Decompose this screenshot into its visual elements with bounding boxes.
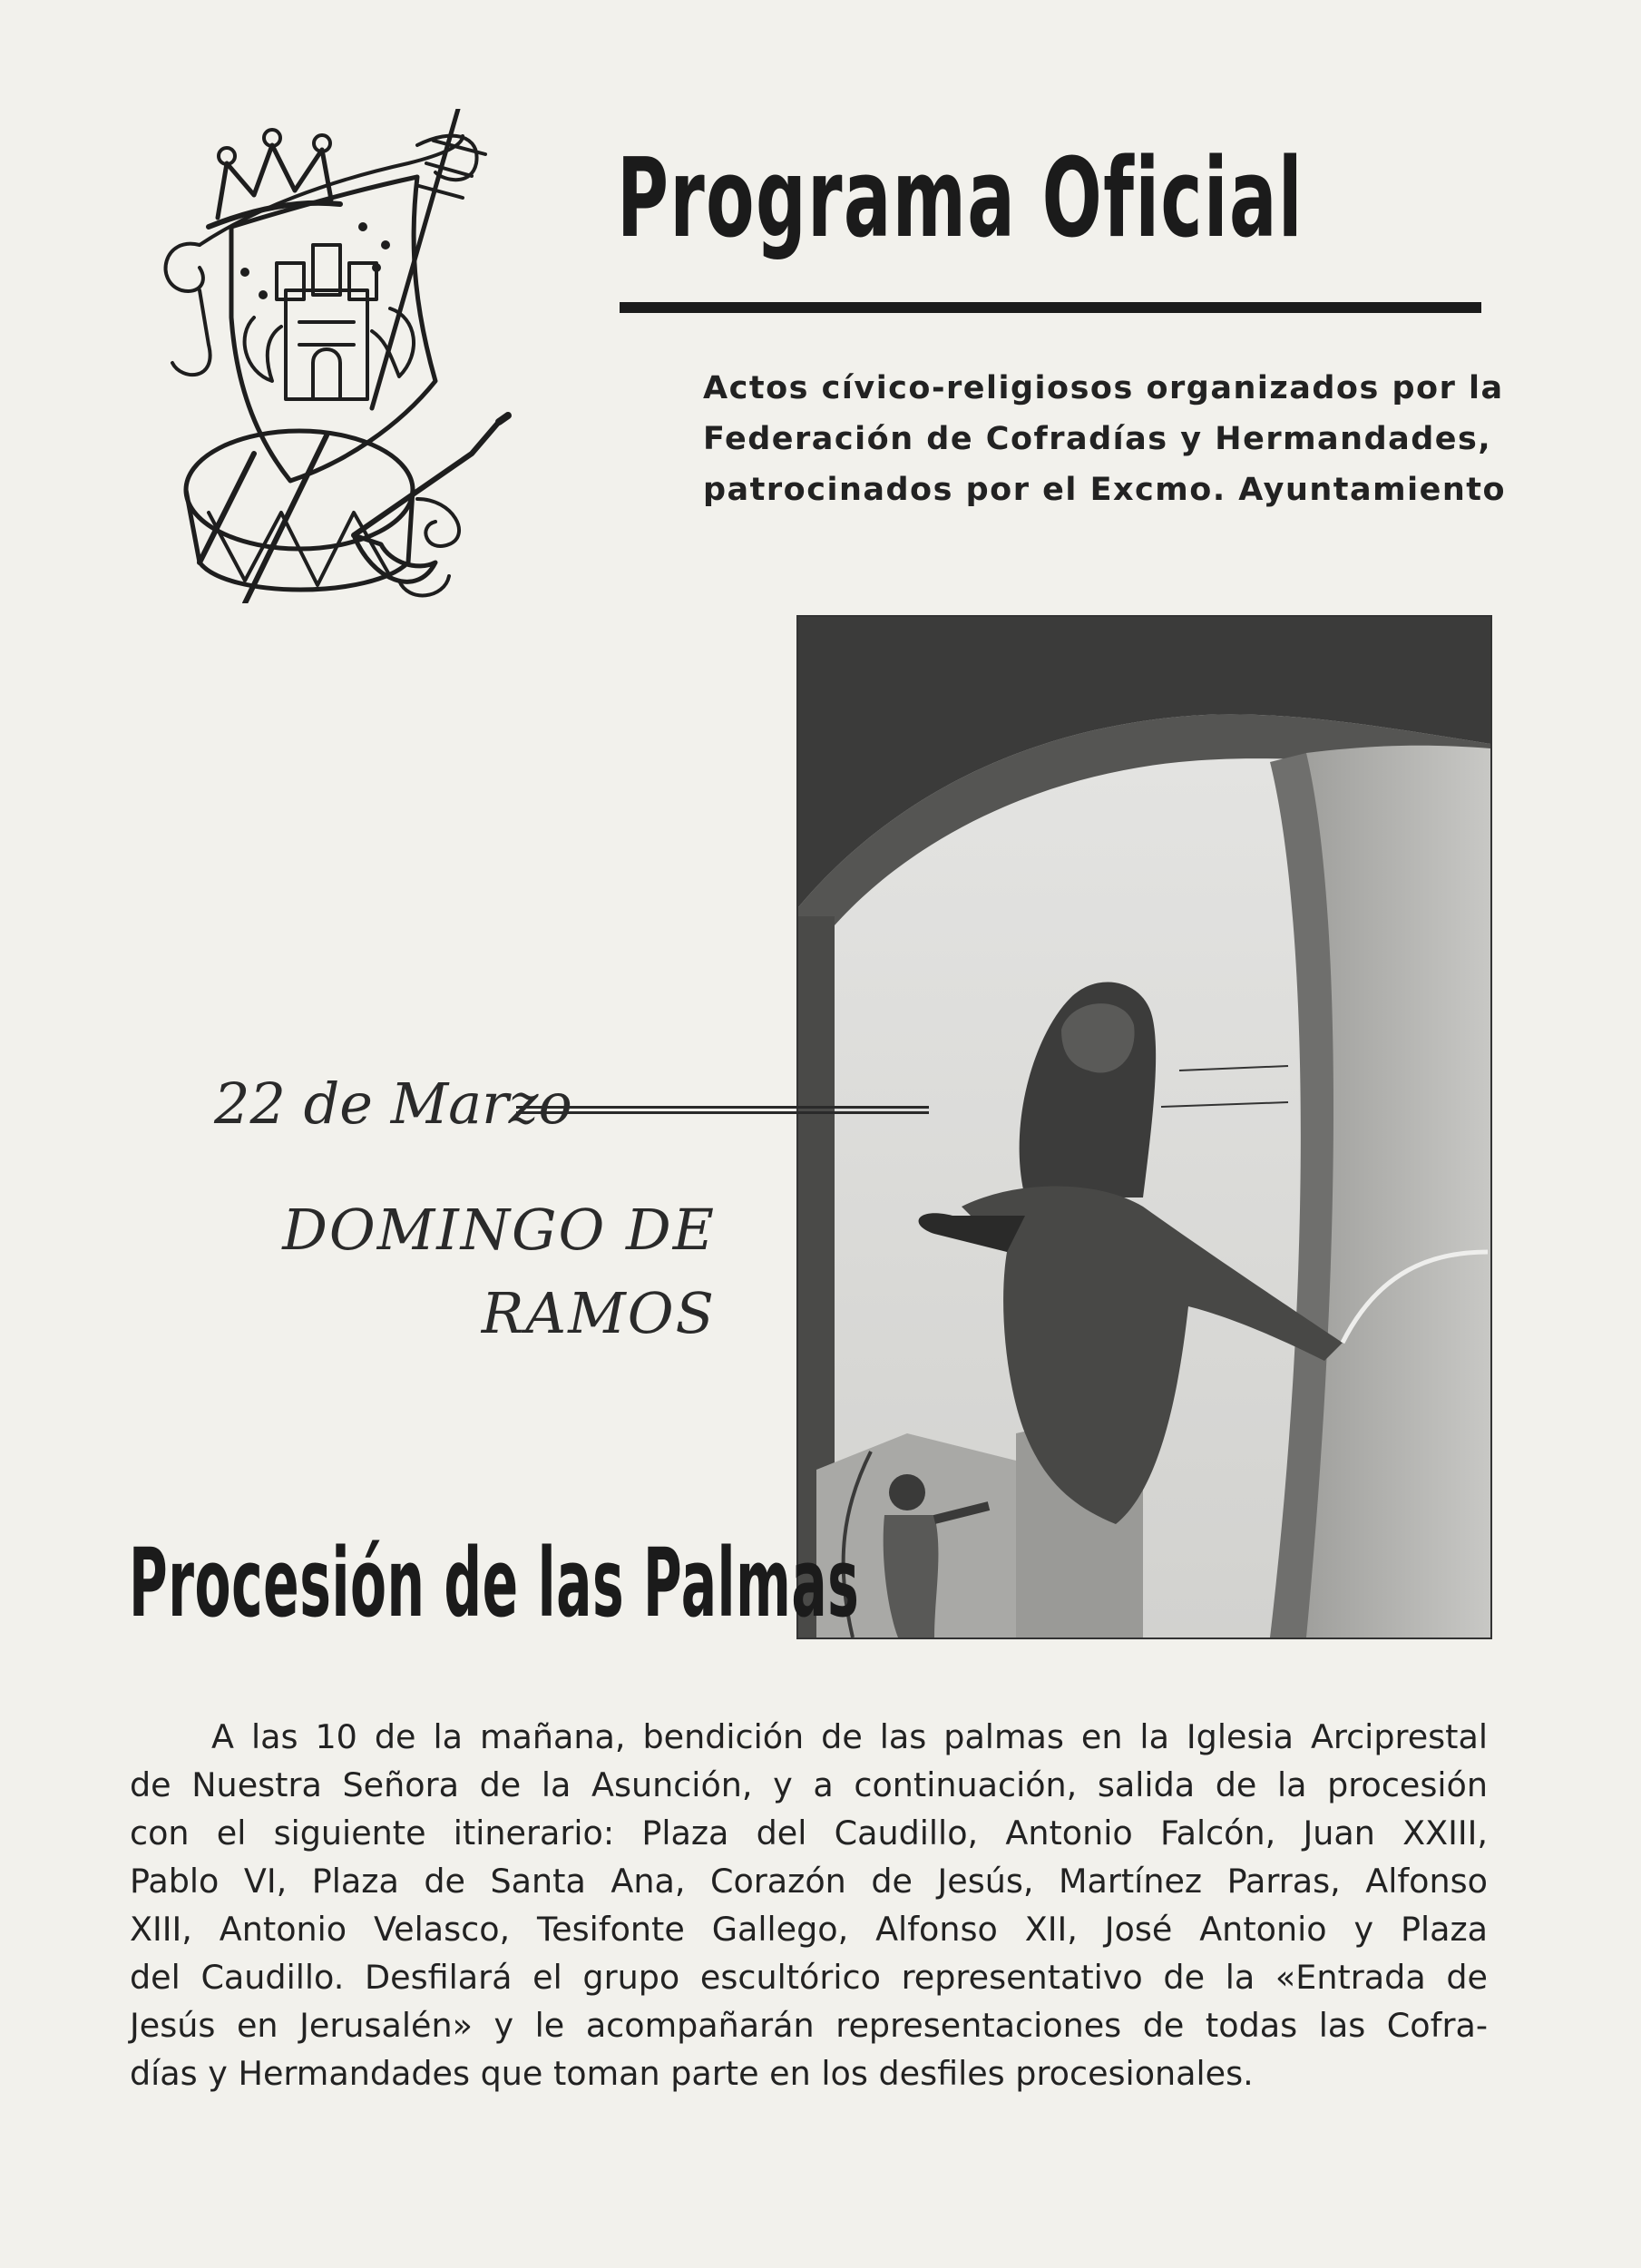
event-date-row: [214, 1070, 722, 1152]
title-underline: [620, 302, 1481, 313]
subtitle: [703, 363, 1507, 515]
date-double-rule: [516, 1106, 929, 1114]
description-line: XIII, Antonio Velasco, Tesifonte Gallego, Alfonso XII, José Antonio y Plaza: [130, 1910, 1488, 1949]
description-line: días y Hermandades que toman parte en los desfiles procesionales.: [130, 2054, 1254, 2093]
event-date: 22 de Marzo: [214, 1070, 572, 1137]
procession-description: [130, 1713, 1488, 2097]
description-line: Jesús en Jerusalén» y le acompañarán representaciones de todas las Cofra-: [130, 2006, 1488, 2045]
description-line: A las 10 de la mañana, bendición de las palmas en la Iglesia Arciprestal: [211, 1717, 1488, 1756]
procession-heading: Procesión de las Palmas: [129, 1528, 860, 1638]
crest-drawing: [145, 109, 590, 603]
photo-drawing: [798, 617, 1490, 1637]
description-line: de Nuestra Señora de la Asunción, y a continuación, salida de la procesión: [130, 1765, 1488, 1804]
page-title: Programa Oficial: [617, 136, 1304, 262]
coat-of-arms-illustration: [145, 109, 590, 603]
subtitle-line: patrocinados por el Excmo. Ayuntamiento: [703, 472, 1507, 508]
subtitle-line: Actos cívico-religiosos organizados por la: [703, 370, 1504, 406]
event-day-line: RAMOS: [481, 1280, 716, 1346]
description-line: del Caudillo. Desfilará el grupo escultórico representativo de la «Entrada de: [130, 1958, 1488, 1997]
event-day: [208, 1188, 716, 1355]
procession-photo: [796, 615, 1492, 1639]
event-day-line: DOMINGO DE: [282, 1197, 716, 1263]
description-line: con el siguiente itinerario: Plaza del Caudillo, Antonio Falcón, Juan XXIII,: [130, 1813, 1488, 1853]
subtitle-line: Federación de Cofradías y Hermandades,: [703, 421, 1492, 457]
description-line: Pablo VI, Plaza de Santa Ana, Corazón de Jesús, Martínez Parras, Alfonso: [130, 1862, 1488, 1901]
